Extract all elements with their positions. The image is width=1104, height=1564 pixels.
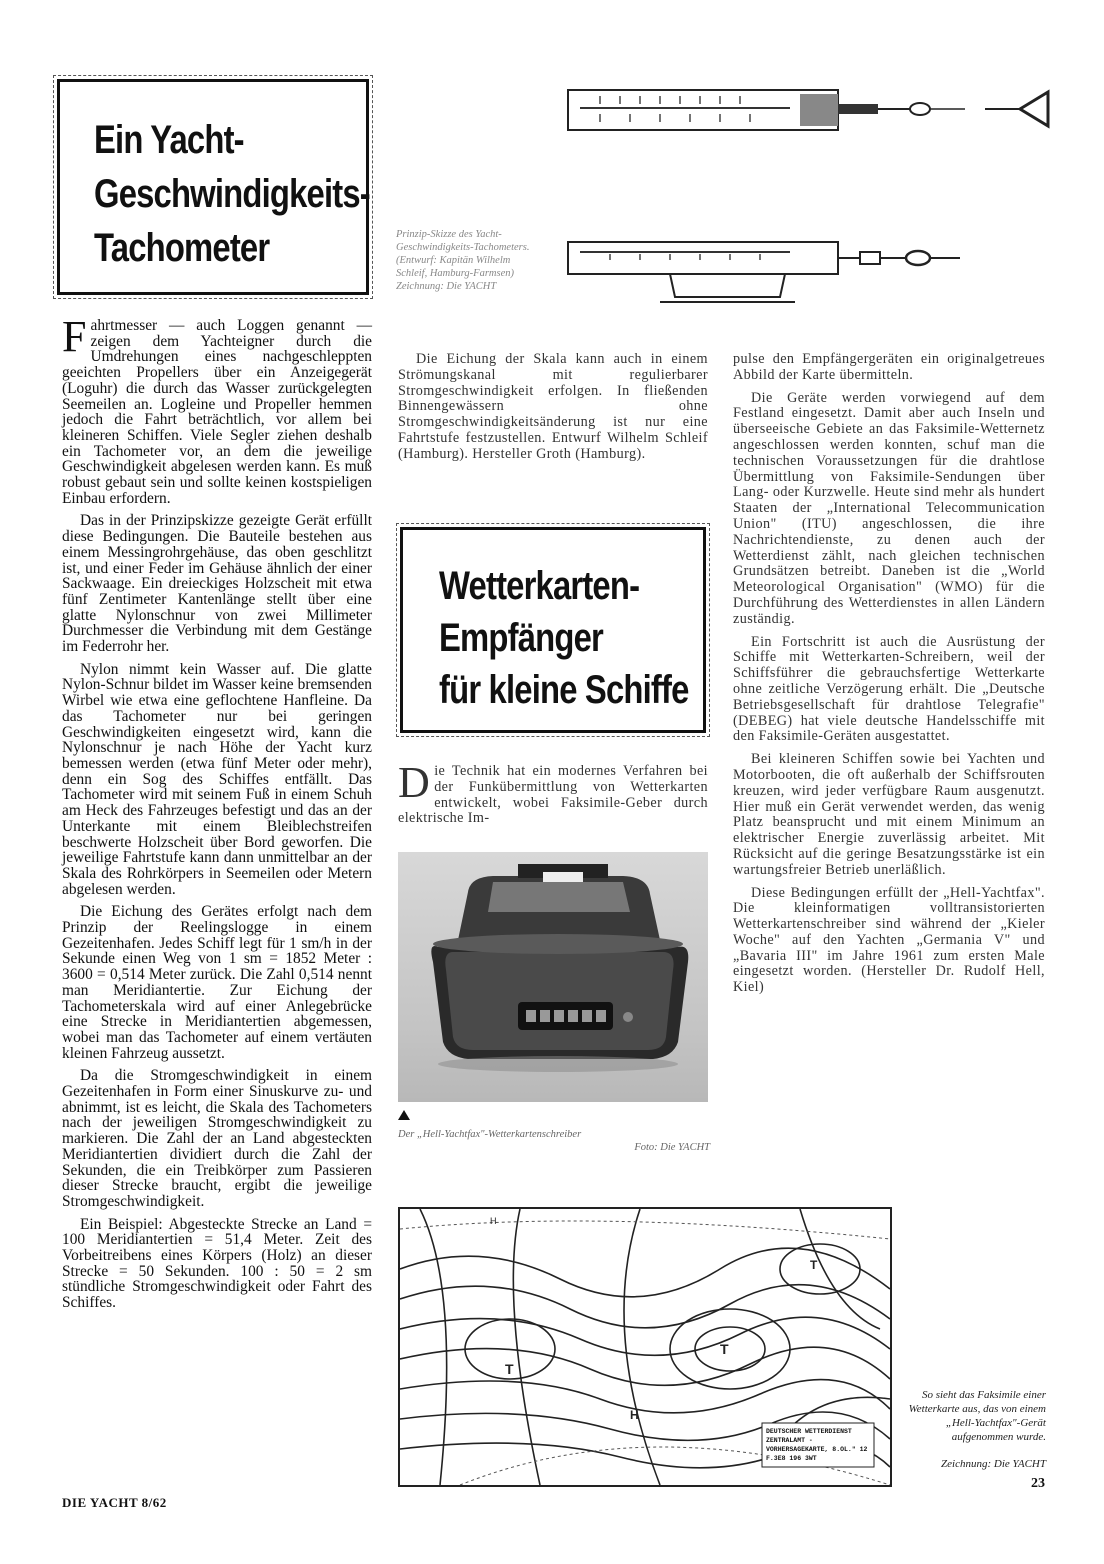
article2-title-line-3: für kleine Schiffe [439, 668, 689, 712]
article2-intro [398, 758, 708, 827]
article2-paragraph-3: Ein Fortschritt ist auch die Ausrüstung der Schiffe mit Wetterkarten-Schreibern, weil der Schiffsführer die gebrauchsfertige Wetterkarte ohne zeitliche Verzögerung erhält. Die „Deutsche Betriebsgesellschaft für drahtlose Telegrafie" (DEBEG) hat viele deutsche Handelsschiffe mit den Faksimile-Geräten ausgestattet. [733, 633, 1045, 745]
weather-map-label: DEUTSCHER WETTERDIENST ZENTRALAMT - VORHERSAGEKARTE, 8.OL." 12 F.3E8 196 3WT [766, 1428, 868, 1462]
photo-caption: Der „Hell-Yachtfax"-Wetterkartenschreiber [398, 1129, 582, 1140]
article1-column-2 [398, 352, 708, 463]
article2-title-box [400, 527, 706, 733]
footer-magazine-name: DIE YACHT 8/62 [62, 1495, 167, 1510]
article1-paragraph-1: Fahrtmesser — auch Loggen genannt — zeigen dem Yachteigner durch die Umdrehungen eines nachgeschleppten geeichten Propellers über ein Anzeigegerät (Loguhr) die durch das Wasser zurückgelegten Seemeilen an. Logleine und Propeller hemmen jedoch die Fahrt beträchtlich, vor allem bei kleineren Schiffen. Viele Segler ziehen deshalb ein Tachometer vor, an dem die jeweilige Geschwindigkeit abgelesen werden kann. Es muß robust gebaut sein und sollte keinen kostspieligen Einbau erfordern. [62, 312, 372, 507]
article2-column-3 [733, 352, 1045, 1003]
article1-title-line-3: Tachometer [94, 226, 270, 270]
svg-text:T: T [505, 1361, 514, 1377]
map-caption: So sieht das Faksimile einer Wetterkarte aus, das von einem „Hell-Yachtfax"-Gerät aufgenommen wurde. [908, 1389, 1046, 1443]
photo-credit: Foto: Die YACHT [634, 1142, 710, 1153]
article2-paragraph-4: Bei kleineren Schiffen sowie bei Yachten und Motorbooten, die oft außerhalb der Schiffsrouten kreuzen, wird jeder verfügbare Raum ausgenutzt. Hier muß ein Gerät verwendet werden, das wenig Platz beansprucht und mit einem Minimum an elektrischer Energie zuverlässig arbeitet. Mit Rücksicht auf die geringe Besatzungsstärke ist ein wartungsfreier Betrieb unerläßlich. [733, 751, 1045, 878]
svg-text:T: T [810, 1258, 818, 1272]
svg-text:T: T [720, 1341, 729, 1357]
weather-map-facsimile [398, 1207, 892, 1487]
article2-title-line-1: Wetterkarten- [439, 564, 640, 608]
article2-title-line-2: Empfänger [439, 616, 603, 660]
article1-paragraph-3: Nylon nimmt kein Wasser auf. Die glatte Nylon-Schnur bildet im Wasser keine bremsenden Wirbel wie etwa eine geflochtene Hanfleine. Da das Tachometer nur bei geringen Geschwindigkeiten eingesetzt wird, kann die Nylonschnur je nach Höhe der Yacht kurz bemessen werden (etwa fünf Meter oder mehr), denn ein Sog des Schiffes entfällt. Das Tachometer wird mit seinem Fuß in einem Schuh am Heck des Fahrzeuges befestigt und das an der Unterkante mit einem Bleiblechstreifen beschwerte Holzscheit über Bord geworfen. Die jeweilige Fahrtstufe kann dann unmittelbar an der Skala des Rohrkörpers in Seemeilen oder Metern abgelesen werden. [62, 660, 372, 898]
article2-paragraph-2: Die Geräte werden vorwiegend auf dem Festland eingesetzt. Damit aber auch Inseln und überseeische Gebiete an das Faksimile-Wetternetz angeschlossen werden konnten, schuf man die technischen Voraussetzungen für die drahtlose Übermittlung von Faksimile-Sendungen über Lang- oder Kurzwelle. Heute sind mehr als hundert Staaten der „International Telecommunication Union" (ITU) angeschlossen, die ihre Nachrichtendienste, zu denen auch der Wetterdienst zählt, nach gleichen technischen Grundsätzen betreibt. Daneben ist die „World Meteorological Organisation" (WMO) für die Durchführung des Wetterdienstes in allen Ländern zuständig. [733, 389, 1045, 627]
article1-title-line-2: Geschwindigkeits- [94, 172, 370, 216]
article2-paragraph-5: Diese Bedingungen erfüllt der „Hell-Yachtfax". Die kleinformatigen volltransistorierten Wetterkartenschreiber sind während der „Kieler Woche" auf den Yachten „Germania V" und „Bavaria III" im Jahre 1961 zum ersten Male eingesetzt worden. (Hersteller Dr. Rudolf Hell, Kiel) [733, 884, 1045, 996]
footer-page-number: 23 [1031, 1476, 1045, 1491]
article1-paragraph-6: Ein Beispiel: Abgesteckte Strecke an Land = 100 Meridiantertien = 51,4 Meter. Zeit des Vorbeitreibens eines Körpers (Holz) an dieser Strecke = 50 Sekunden. 100 : 50 = 2 sm stündliche Stromgeschwindigkeit oder Fahrt des Schiffes. [62, 1215, 372, 1312]
yachtfax-photo [398, 852, 708, 1102]
article1-paragraph-5: Da die Stromgeschwindigkeit in einem Gezeitenhafen in Form einer Sinuskurve zu- und abnimmt, ist es leicht, die Skala des Tachometers nach der jeweiligen Stromgeschwindigkeit zu markieren. Die Zahl der an Land abgesteckten Meridiantertien dividiert durch die Zahl der Sekunden, die ein Treibkörper zum Passieren dieser Strecke braucht, ergibt die jeweilige Stromgeschwindigkeit. [62, 1067, 372, 1210]
svg-text:H: H [630, 1408, 639, 1422]
article1-title-line-1: Ein Yacht- [94, 118, 244, 162]
article2-paragraph-1: pulse den Empfängergeräten ein originalgetreues Abbild der Karte übermitteln. [733, 351, 1045, 383]
svg-text:H: H [490, 1216, 497, 1226]
article1-column-1 [62, 312, 372, 1318]
tachometer-sketch [560, 82, 1060, 322]
article2-drop-letter: D [398, 758, 431, 807]
sketch-caption: Prinzip-Skizze des Yacht-Geschwindigkeits-Tachometers. (Entwurf: Kapitän Wilhelm Schleif, Hamburg-Farmsen) Zeichnung: Die YACHT [396, 229, 530, 292]
triangle-marker [398, 1110, 410, 1120]
yachtfax-device-image [398, 852, 708, 1102]
article1-paragraph-4: Die Eichung des Gerätes erfolgt nach dem Prinzip der Reelingslogge in einem Gezeitenhafen. Jedes Schiff legt für 1 sm/h in der Sekunde einen Weg von 1 sm = 1852 Meter : 3600 = 0,514 Meter zurück. Die Zahl 0,514 nennt man Meridiantertie. Zur Eichung der Tachometerskala wird auf einer Anlegebrücke eine Strecke in Meridiantertien abgemessen, wobei man das Tachometer auf einem vertäuten kleinen Fahrzeug aussetzt. [62, 903, 372, 1062]
article1-drop-letter: F [62, 312, 87, 361]
article1-calibration-paragraph: Die Eichung der Skala kann auch in einem Strömungskanal mit regulierbarer Stromgeschwindigkeit erfolgen. In fließenden Binnengewässern ohne Stromgeschwindigkeitsänderung ist nur eine Fahrtstufe festzustellen. Entwurf Wilhelm Schleif (Hamburg). Hersteller Groth (Hamburg). [398, 351, 708, 462]
article1-paragraph-2: Das in der Prinzipskizze gezeigte Gerät erfüllt diese Bedingungen. Die Bauteile bestehen aus einem Messingrohrgehäuse, das oben geschlitzt ist, und einer Feder im Gehäuse ähnlich der einer Sackwaage. Ein dreieckiges Holzscheit mit etwa fünf Zentimeter Kantenlänge stellt über eine glatte Nylonschnur von zwei Millimeter Durchmesser die Verbindung mit dem Gestänge im Federrohr her. [62, 512, 372, 656]
article1-title-box [57, 79, 369, 295]
article2-intro-text: ie Technik hat ein modernes Verfahren bei der Funkübermittlung von Wetterkarten entwickelt, wobei Faksimile-Geber durch elektrische Im- [398, 763, 708, 827]
map-credit: Zeichnung: Die YACHT [941, 1458, 1046, 1470]
